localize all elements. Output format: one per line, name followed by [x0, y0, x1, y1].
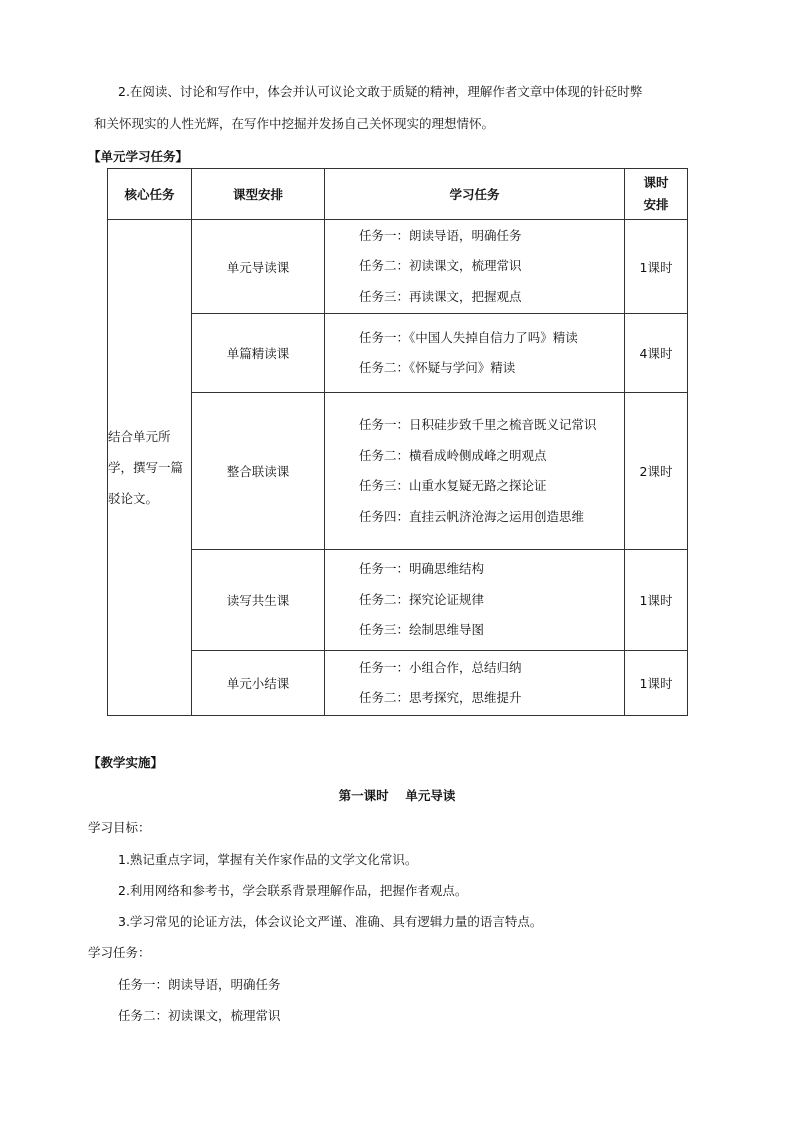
task-item: 任务一：日积硅步致千里之梳音既义记常识	[359, 417, 597, 432]
unit-tasks-heading: 【单元学习任务】	[88, 149, 189, 164]
objective-2-line-1: 2.在阅读、讨论和写作中，体会并认可议论文敢于质疑的精神，理解作者文章中体现的针砭时弊	[118, 84, 643, 99]
task-item: 任务三：绘制思维导图	[359, 622, 485, 638]
learning-task-item: 任务一：朗读导语，明确任务	[118, 977, 281, 992]
lesson-hours: 4课时	[625, 314, 688, 393]
lesson-hours: 1课时	[625, 220, 688, 314]
table-row	[108, 393, 688, 550]
lesson-type: 单元导读课	[192, 220, 325, 314]
task-item: 任务二：横看成岭侧成峰之明观点	[359, 447, 547, 463]
header-hours-line-1: 课时	[643, 175, 669, 190]
table-row	[108, 550, 688, 651]
task-item: 任务一：朗读导语，明确任务	[359, 227, 522, 243]
objective-item: 2.利用网络和参考书，学会联系背景理解作品，把握作者观点。	[118, 883, 468, 898]
header-hours	[625, 169, 688, 220]
lesson-hours: 1课时	[625, 651, 688, 716]
table-row	[108, 314, 688, 393]
task-list	[325, 220, 625, 314]
header-hours-line-2: 安排	[643, 197, 669, 212]
task-item: 任务二：探究论证规律	[359, 591, 485, 607]
lesson-title: 第一课时 单元导读	[338, 788, 456, 803]
objective-item: 1.熟记重点字词，掌握有关作家作品的文学文化常识。	[118, 852, 418, 867]
task-item: 任务四：直挂云帆济沧海之运用创造思维	[359, 508, 585, 524]
task-item: 任务三：山重水复疑无路之探论证	[359, 478, 547, 493]
objective-item: 3.学习常见的论证方法，体会议论文严谨、准确、具有逻辑力量的语言特点。	[118, 914, 543, 929]
task-item: 任务一：明确思维结构	[359, 561, 485, 577]
objective-2-line-2: 和关怀现实的人性光辉，在写作中挖掘并发扬自己关怀现实的理想情怀。	[94, 116, 495, 131]
lesson-type: 整合联读课	[192, 393, 325, 550]
learning-task-item: 任务二：初读课文，梳理常识	[118, 1008, 281, 1023]
task-item: 任务二：《怀疑与学问》精读	[359, 360, 516, 375]
lesson-type: 读写共生课	[192, 550, 325, 651]
task-item: 任务二：思考探究，思维提升	[359, 690, 522, 705]
task-item: 任务二：初读课文，梳理常识	[359, 258, 522, 274]
header-core-task: 核心任务	[108, 169, 192, 220]
header-learning-tasks: 学习任务	[325, 169, 625, 220]
lesson-hours: 2课时	[625, 393, 688, 550]
task-list	[325, 314, 625, 393]
header-lesson-type: 课型安排	[192, 169, 325, 220]
lesson-type: 单元小结课	[192, 651, 325, 716]
implementation-heading: 【教学实施】	[88, 755, 164, 770]
task-list	[325, 550, 625, 651]
table-header-row	[108, 169, 688, 220]
unit-plan-table	[107, 168, 688, 716]
lesson-hours: 1课时	[625, 550, 688, 651]
objectives-label: 学习目标：	[88, 820, 151, 835]
table-row	[108, 220, 688, 314]
task-item: 任务一：小组合作，总结归纳	[359, 659, 522, 675]
learning-tasks-label: 学习任务：	[88, 945, 151, 960]
table-row	[108, 651, 688, 716]
core-task-cell: 结合单元所学，撰写一篇驳论文。	[108, 220, 192, 716]
task-item: 任务三：再读课文，把握观点	[359, 288, 522, 304]
task-list	[325, 393, 625, 550]
task-list	[325, 651, 625, 716]
task-item: 任务一：《中国人失掉自信力了吗》精读	[359, 329, 578, 345]
lesson-type: 单篇精读课	[192, 314, 325, 393]
